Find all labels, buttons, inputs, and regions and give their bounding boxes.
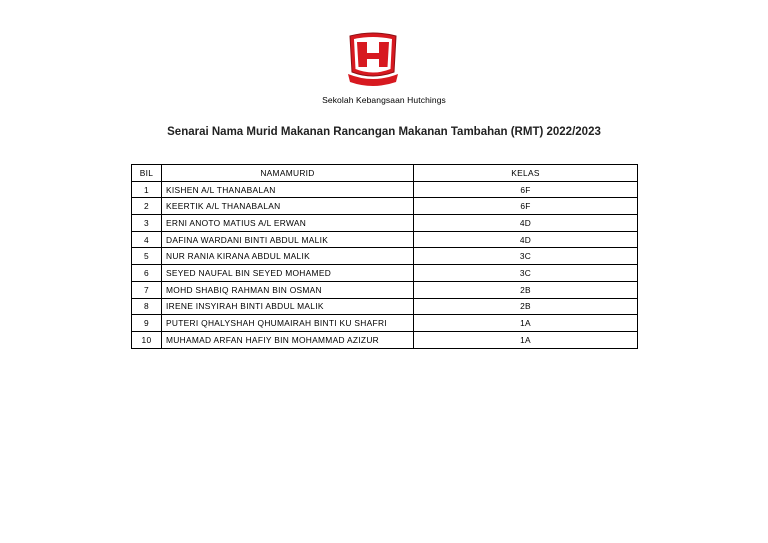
school-name: Sekolah Kebangsaan Hutchings xyxy=(322,95,446,105)
nama-cell: SEYED NAUFAL BIN SEYED MOHAMED xyxy=(162,265,414,282)
table-row xyxy=(132,181,638,198)
kelas-cell: 4D xyxy=(414,215,638,232)
bil-cell: 6 xyxy=(132,265,162,282)
table-row xyxy=(132,231,638,248)
kelas-cell: 6F xyxy=(414,198,638,215)
table-row xyxy=(132,298,638,315)
header-bil: BIL xyxy=(132,165,162,182)
bil-cell: 9 xyxy=(132,315,162,332)
nama-cell: NUR RANIA KIRANA ABDUL MALIK xyxy=(162,248,414,265)
bil-cell: 4 xyxy=(132,231,162,248)
table-row xyxy=(132,248,638,265)
bil-cell: 8 xyxy=(132,298,162,315)
table-row xyxy=(132,215,638,232)
table-row xyxy=(132,331,638,348)
table-header-row xyxy=(132,165,638,182)
student-table xyxy=(131,164,638,349)
nama-cell: DAFINA WARDANI BINTI ABDUL MALIK xyxy=(162,231,414,248)
nama-cell: MUHAMAD ARFAN HAFIY BIN MOHAMMAD AZIZUR xyxy=(162,331,414,348)
table-row xyxy=(132,281,638,298)
header-nama-murid: NAMAMURID xyxy=(162,165,414,182)
nama-cell: KEERTIK A/L THANABALAN xyxy=(162,198,414,215)
kelas-cell: 3C xyxy=(414,265,638,282)
nama-cell: PUTERI QHALYSHAH QHUMAIRAH BINTI KU SHAFRI xyxy=(162,315,414,332)
bil-cell: 3 xyxy=(132,215,162,232)
document-title: Senarai Nama Murid Makanan Rancangan Makanan Tambahan (RMT) 2022/2023 xyxy=(167,126,601,138)
kelas-cell: 3C xyxy=(414,248,638,265)
kelas-cell: 1A xyxy=(414,331,638,348)
school-logo xyxy=(346,32,400,90)
nama-cell: MOHD SHABIQ RAHMAN BIN OSMAN xyxy=(162,281,414,298)
bil-cell: 7 xyxy=(132,281,162,298)
kelas-cell: 6F xyxy=(414,181,638,198)
table-row xyxy=(132,198,638,215)
kelas-cell: 2B xyxy=(414,281,638,298)
bil-cell: 10 xyxy=(132,331,162,348)
kelas-cell: 2B xyxy=(414,298,638,315)
bil-cell: 2 xyxy=(132,198,162,215)
kelas-cell: 1A xyxy=(414,315,638,332)
bil-cell: 1 xyxy=(132,181,162,198)
header-kelas: KELAS xyxy=(414,165,638,182)
bil-cell: 5 xyxy=(132,248,162,265)
kelas-cell: 4D xyxy=(414,231,638,248)
nama-cell: IRENE INSYIRAH BINTI ABDUL MALIK xyxy=(162,298,414,315)
nama-cell: KISHEN A/L THANABALAN xyxy=(162,181,414,198)
table-row xyxy=(132,315,638,332)
table-row xyxy=(132,265,638,282)
nama-cell: ERNI ANOTO MATIUS A/L ERWAN xyxy=(162,215,414,232)
